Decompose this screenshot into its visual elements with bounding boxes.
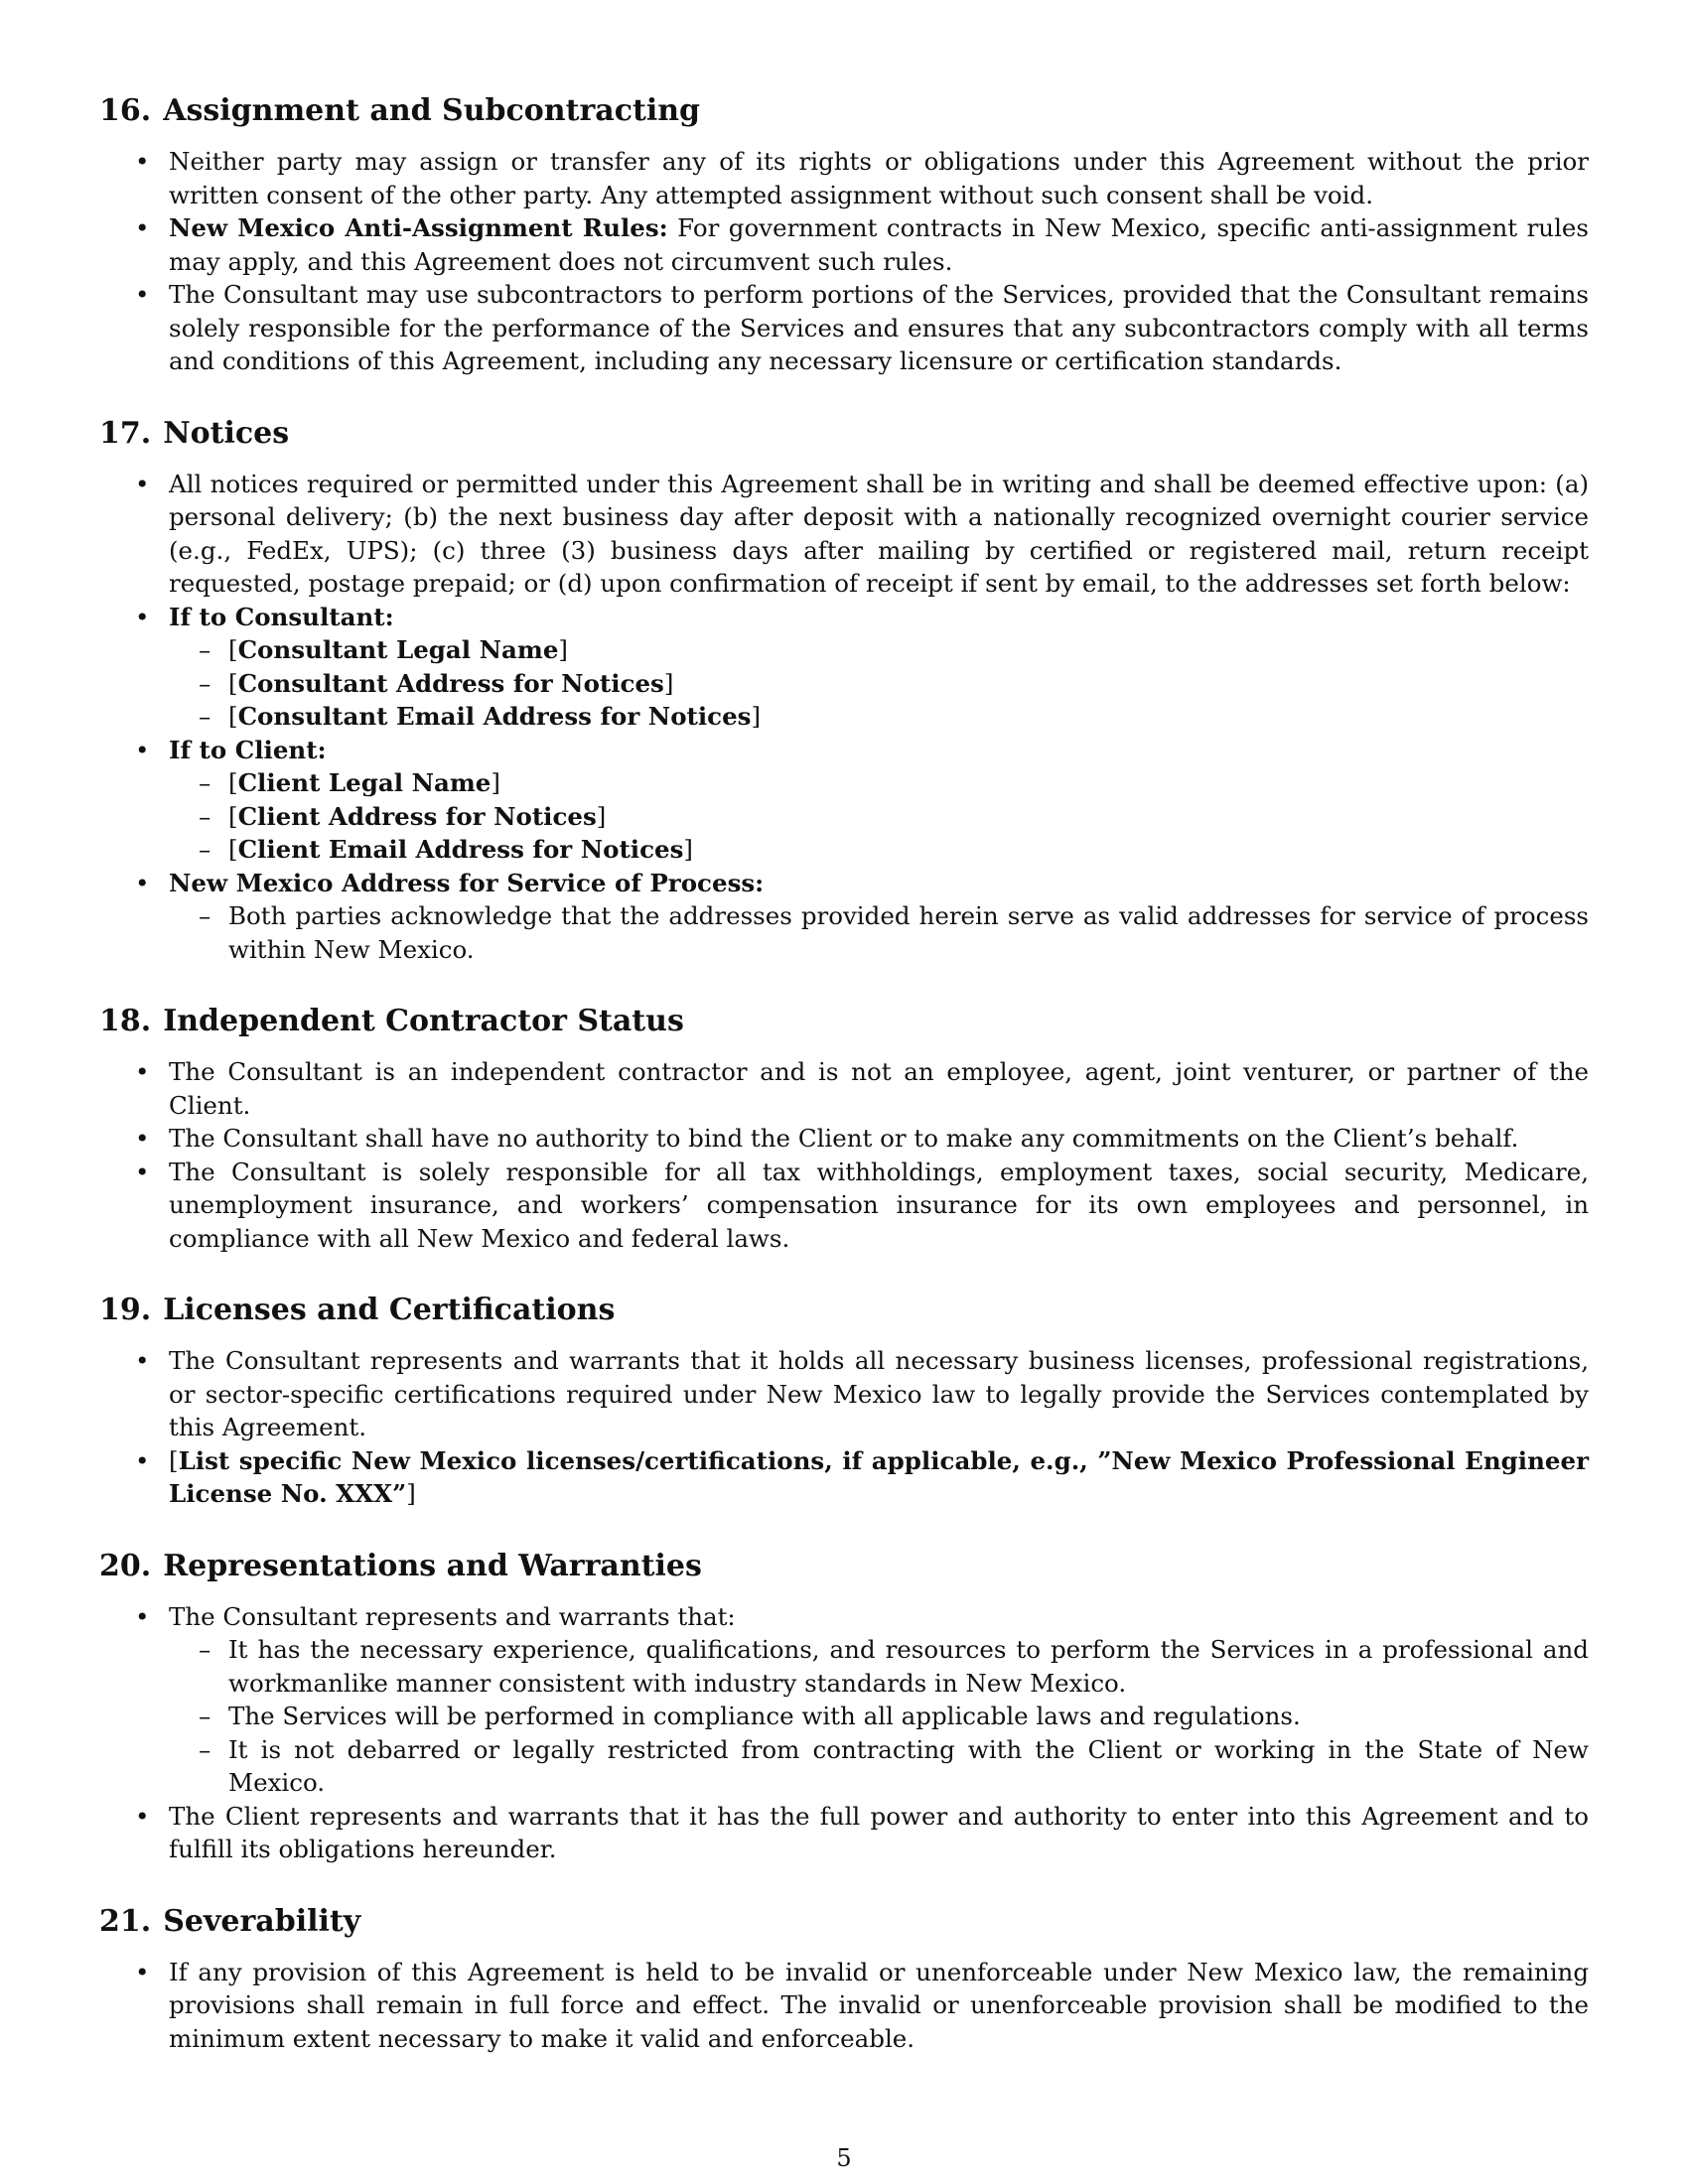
list-item: • The Consultant is an independent contractor and is not an employee, agent, joint venturer, or partner of the Client.	[99, 1055, 1589, 1122]
section-heading: 16. Assignment and Subcontracting	[99, 93, 701, 128]
sub-list-item: – The Services will be performed in compliance with all applicable laws and regulations.	[169, 1700, 1589, 1733]
bullet-list	[99, 1055, 1589, 1255]
placeholder-item: – [Client Email Address for Notices]	[169, 833, 1589, 867]
list-item: • The Client represents and warrants that it has the full power and authority to enter into this Agreement and to fulfill its obligations hereunder.	[99, 1800, 1589, 1866]
list-item: • If to Consultant: – [Consultant Legal Name] – [Consultant Address for Notices] – [Consultant Email Address for Notices]	[99, 601, 1589, 734]
list-item: • The Consultant represents and warrants that: – It has the necessary experience, qualifications, and resources to perform the Services in a professional and workmanlike manner consistent with industry standards in New Mexico. – The Services will be performed in compliance with all applicable laws and regulations. – It is not debarred or legally restricted from contracting with the Client or working in the State of New Mexico.	[99, 1600, 1589, 1800]
list-item: • Neither party may assign or transfer any of its rights or obligations under this Agreement without the prior written consent of the other party. Any attempted assignment without such consent shall be void.	[99, 145, 1589, 211]
section-20	[99, 1547, 1589, 1866]
section-21	[99, 1902, 1589, 2056]
section-heading: 20. Representations and Warranties	[99, 1548, 702, 1583]
list-item: • The Consultant is solely responsible for all tax withholdings, employment taxes, social security, Medicare, unemployment insurance, and workers’ compensation insurance for its own employees and personnel, in compliance with all New Mexico and federal laws.	[99, 1156, 1589, 1256]
sub-list-item: – It has the necessary experience, qualifications, and resources to perform the Services in a professional and workmanlike manner consistent with industry standards in New Mexico.	[169, 1633, 1589, 1700]
sub-list	[169, 633, 1589, 734]
section-18	[99, 1002, 1589, 1255]
section-heading: 18. Independent Contractor Status	[99, 1004, 684, 1038]
list-item: • The Consultant may use subcontractors to perform portions of the Services, provided that the Consultant remains solely responsible for the performance of the Services and ensures that any subcontractors comply with all terms and conditions of this Agreement, including any necessary licensure or certification standards.	[99, 278, 1589, 378]
bullet-list	[99, 1956, 1589, 2056]
list-item: • New Mexico Anti-Assignment Rules: For government contracts in New Mexico, specific anti-assignment rules may apply, and this Agreement does not circumvent such rules.	[99, 211, 1589, 278]
placeholder-item: – [Client Legal Name]	[169, 766, 1589, 800]
bullet-list	[99, 145, 1589, 378]
placeholder-item: – [Consultant Address for Notices]	[169, 667, 1589, 701]
sub-list-item: – Both parties acknowledge that the addresses provided herein serve as valid addresses for service of process within New Mexico.	[169, 899, 1589, 966]
list-item: • If to Client: – [Client Legal Name] – [Client Address for Notices] – [Client Email Address for Notices]	[99, 734, 1589, 867]
bullet-list	[99, 468, 1589, 967]
document-page	[99, 91, 1589, 2091]
list-item: • The Consultant represents and warrants that it holds all necessary business licenses, professional registrations, or sector-specific certifications required under New Mexico law to legally provide the Services contemplated by this Agreement.	[99, 1344, 1589, 1444]
list-item: • New Mexico Address for Service of Process: – Both parties acknowledge that the addresses provided herein serve as valid addresses for service of process within New Mexico.	[99, 867, 1589, 967]
placeholder-item: – [Consultant Legal Name]	[169, 633, 1589, 667]
placeholder-item: – [Client Address for Notices]	[169, 800, 1589, 834]
list-item: • All notices required or permitted under this Agreement shall be in writing and shall be deemed effective upon: (a) personal delivery; (b) the next business day after deposit with a nationally recognized overnight courier service (e.g., FedEx, UPS); (c) three (3) business days after mailing by certified or registered mail, return receipt requested, postage prepaid; or (d) upon confirmation of receipt if sent by email, to the addresses set forth below:	[99, 468, 1589, 601]
sub-list	[169, 899, 1589, 966]
sub-list	[169, 1633, 1589, 1800]
section-heading: 21. Severability	[99, 1903, 361, 1939]
list-item: • The Consultant shall have no authority to bind the Client or to make any commitments on the Client’s behalf.	[99, 1122, 1589, 1156]
section-heading: 17. Notices	[99, 415, 290, 451]
placeholder-item: – [Consultant Email Address for Notices]	[169, 700, 1589, 734]
section-17	[99, 414, 1589, 967]
page-number: 5	[836, 2144, 852, 2172]
sub-list-item: – It is not debarred or legally restricted from contracting with the Client or working in the State of New Mexico.	[169, 1733, 1589, 1800]
list-item: • [List specific New Mexico licenses/certifications, if applicable, e.g., ”New Mexico Professional Engineer License No. XXX”]	[99, 1444, 1589, 1511]
bullet-list	[99, 1600, 1589, 1866]
section-heading: 19. Licenses and Certifications	[99, 1293, 616, 1327]
bullet-list	[99, 1344, 1589, 1511]
section-16	[99, 91, 1589, 378]
sub-list	[169, 766, 1589, 867]
section-19	[99, 1291, 1589, 1511]
list-item: • If any provision of this Agreement is held to be invalid or unenforceable under New Mexico law, the remaining provisions shall remain in full force and effect. The invalid or unenforceable provision shall be modified to the minimum extent necessary to make it valid and enforceable.	[99, 1956, 1589, 2056]
